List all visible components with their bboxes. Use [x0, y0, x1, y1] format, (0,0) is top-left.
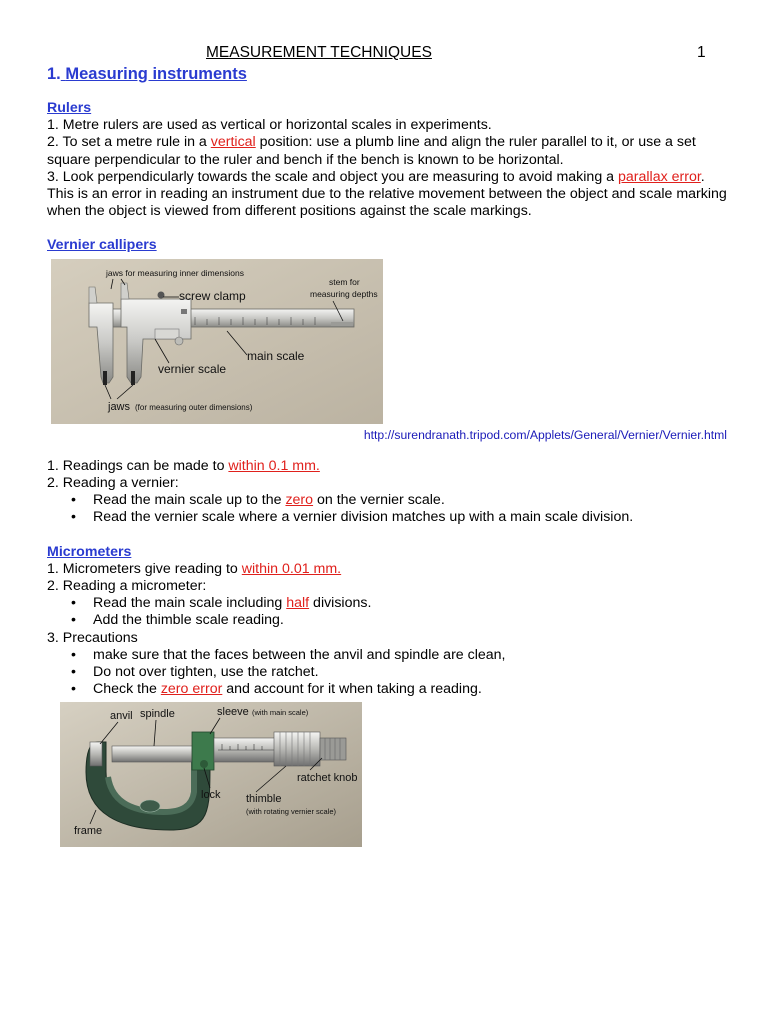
label-spindle: spindle [140, 708, 175, 721]
list-item [47, 595, 727, 612]
vernier-calliper-photo [51, 259, 383, 424]
label-main-scale: main scale [247, 348, 305, 363]
label-ratchet: ratchet knob [297, 772, 358, 785]
text-run: 1. Readings can be made to [47, 457, 229, 474]
rulers-point-3 [47, 169, 727, 221]
highlight-within-01mm: within 0.1 mm. [228, 457, 320, 474]
text-run: 1. Micrometers give reading to [47, 560, 242, 577]
text-run: on the vernier scale. [313, 492, 445, 509]
highlight-zero-error: zero error [160, 681, 223, 698]
label-thimble-note: (with rotating vernier scale) [246, 807, 337, 817]
label-sleeve: sleeve [217, 706, 249, 719]
vernier-applet-link[interactable]: http://surendranath.tripod.com/Applets/General/Vernier/Vernier.html [363, 427, 727, 442]
section-number: 1. [47, 65, 61, 83]
label-jaws: jaws [108, 400, 131, 413]
rulers-heading: Rulers [47, 100, 92, 116]
label-thimble: thimble [246, 793, 282, 806]
micrometer-point-1 [47, 561, 727, 578]
rulers-point-2 [47, 134, 727, 168]
micrometer-point-2: 2. Reading a micrometer: [47, 578, 207, 595]
vernier-heading: Vernier callipers [47, 237, 157, 254]
vernier-reading-steps [47, 492, 727, 526]
text-run: 3. Look perpendicularly towards the scale and object you are measuring to avoid making a [47, 168, 618, 185]
list-item: • make sure that the faces between the anvil and spindle are clean, [47, 647, 727, 664]
label-vernier-scale: vernier scale [158, 361, 227, 376]
label-frame: frame [74, 825, 103, 838]
micrometer-reading-steps [47, 595, 727, 629]
vernier-point-1 [47, 458, 727, 475]
label-screw-clamp: screw clamp [179, 288, 246, 303]
list-item: • Do not over tighten, use the ratchet. [47, 664, 727, 681]
list-item: • Read the vernier scale where a vernier division matches up with a main scale division. [47, 509, 727, 526]
micrometers-heading: Micrometers [47, 543, 132, 560]
label-jaws-note: (for measuring outer dimensions) [135, 402, 253, 412]
page-header [0, 44, 768, 64]
text-run: 2. To set a metre rule in a [47, 134, 211, 151]
document-title: MEASUREMENT TECHNIQUES [206, 44, 432, 61]
text-run: Check the [93, 681, 161, 698]
text-run: . This is an error in reading an instrument due to the relative movement between the object and scale marking when the object is viewed from different positions against the scale markings. [47, 168, 727, 220]
text-run: Read the main scale up to the [93, 492, 286, 509]
highlight-half: half [286, 595, 310, 612]
document-body [47, 64, 727, 847]
section-heading [47, 64, 727, 84]
rulers-point-1: 1. Metre rulers are used as vertical or horizontal scales in experiments. [47, 117, 492, 134]
label-stem-line1: stem for [329, 276, 360, 287]
text-run: divisions. [309, 595, 372, 612]
page-number: 1 [697, 44, 706, 61]
text-run: position: use a plumb line and align the ruler parallel to it, or use a set square perpendicular to the ruler and bench if the bench is known to be horizontal. [47, 134, 696, 168]
text-run: and account for it when taking a reading. [222, 681, 482, 698]
text-run: Read the main scale including [93, 595, 287, 612]
list-item: • Add the thimble scale reading. [47, 612, 727, 629]
list-item [47, 492, 727, 509]
vernier-point-2: 2. Reading a vernier: [47, 475, 179, 492]
highlight-vertical: vertical [210, 134, 256, 151]
highlight-parallax-error: parallax error [618, 168, 701, 185]
micrometer-photo [60, 702, 362, 847]
micrometer-precautions [47, 647, 727, 699]
highlight-within-001mm: within 0.01 mm. [241, 560, 342, 577]
label-anvil: anvil [110, 710, 133, 723]
section-title: Measuring instruments [65, 65, 247, 83]
label-inner-jaws: jaws for measuring inner dimensions [106, 267, 244, 278]
highlight-zero: zero [285, 492, 314, 509]
label-sleeve-note: (with main scale) [252, 708, 309, 718]
list-item [47, 681, 727, 698]
label-stem-line2: measuring depths [310, 288, 378, 299]
label-lock: lock [201, 789, 221, 802]
micrometer-point-3: 3. Precautions [47, 629, 138, 646]
